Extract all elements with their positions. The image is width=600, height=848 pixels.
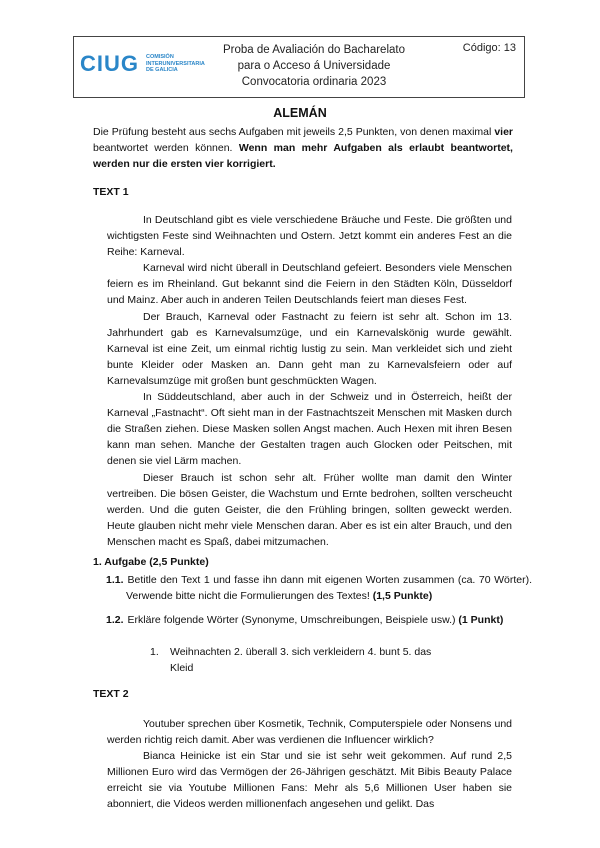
paragraph: Karneval wird nicht überall in Deutschland gefeiert. Besonders viele Menschen feiern es im Rheinland. Gut bekannt sind die Feiern in den Städten Köln, Düsseldorf und Mainz. Aber auch in anderen Teilen Deutschlands feiert man dieses Fest. — [107, 262, 512, 307]
title-line: para o Acceso á Universidade — [237, 60, 391, 72]
subject-title: ALEMÁN — [273, 106, 327, 120]
code-label: Código: — [462, 42, 501, 54]
exam-title — [214, 42, 414, 90]
task1-word-list: 1. Weihnachten 2. überall 3. sich verkleidern 4. bunt 5. das Kleid — [150, 646, 432, 674]
paragraph: Der Brauch, Karneval oder Fastnacht zu feiern ist sehr alt. Schon im 13. Jahrhundert gab es Karnevalsumzüge, und ein Karnevalskönig wurde gewählt. Karneval ist eine Zeit, um einmal richtig lustig zu sein. Man verkleidet sich und zieht bunte Kleider oder Masken an. Dann geht man zu Karnevalsfeiern oder auf Karnevalsumzüge mit großen bunt geschmückten Wagen. — [107, 310, 512, 387]
title-line: Proba de Avaliación do Bacharelato — [222, 44, 405, 56]
paragraph: Bianca Heinicke ist ein Star und sie ist sehr weit gekommen. Auf rund 2,5 Millionen Euro wird das Vermögen der 26-Jährigen geschätzt. Mit Bibis Beauty Palace erreicht sie via Youtube Millionen Fans: Mehr als 5,6 Millionen User haben sie abonniert, die Videos werden millionenfach angesehen und gelikt. Das — [107, 750, 512, 811]
logo-mark: CIUG — [80, 51, 139, 76]
text1-label: TEXT 1 — [93, 186, 129, 198]
paragraph: In Deutschland gibt es viele verschiedene Bräuche und Feste. Die größten und wichtigsten Feste sind Weihnachten und Ostern. Jetzt kommt ein anderes Fest an die Reihe: Karneval. — [107, 214, 512, 259]
text2-body — [107, 716, 512, 813]
task1-title: 1. Aufgabe (2,5 Punkte) — [93, 556, 209, 568]
ciug-logo — [80, 49, 220, 79]
task1-item2: 1.2. Erkläre folgende Wörter (Synonyme, Umschreibungen, Beispiele usw.) (1 Punkt) — [106, 614, 504, 626]
logo-text: COMISIÓN INTERUNIVERSITARIA DE GALICIA — [146, 54, 205, 73]
exam-header — [73, 36, 525, 98]
paragraph: Dieser Brauch ist schon sehr alt. Früher wollte man damit den Winter vertreiben. Die bösen Geister, die Wachstum und Ernte bedrohen, sollten verscheucht werden. Und die guten Geister, die den Frühling bringen, sollten geweckt werden. Heute glauben nicht mehr viele Menschen daran. Aber es ist ein alter Brauch, und den Menschen macht es Spaß, dabei mitzumachen. — [107, 471, 512, 548]
text2-label: TEXT 2 — [93, 688, 129, 700]
paragraph: Youtuber sprechen über Kosmetik, Technik, Computerspiele oder Nonsens und werden richtig reich damit. Aber was verdienen die Influencer wirklich? — [107, 718, 512, 747]
title-line: Convocatoria ordinaria 2023 — [241, 76, 387, 88]
exam-instructions: Die Prüfung besteht aus sechs Aufgaben mit jeweils 2,5 Punkten, von denen maximal vier beantwortet werden können. Wenn man mehr Aufgaben als erlaubt beantwortet, werden nur die ersten vier korrigiert. — [93, 126, 513, 170]
task1-item1: 1.1. Betitle den Text 1 und fasse ihn dann mit eigenen Worten zusammen (ca. 70 Wörter). Verwende bitte nicht die Formulierungen des Textes! (1,5 Punkte) — [106, 574, 532, 602]
paragraph: In Süddeutschland, aber auch in der Schweiz und in Österreich, heißt der Karneval „Fastnacht“. Oft sieht man in der Fastnachtszeit Menschen mit Masken durch die Straßen ziehen. Diese Masken sollen Angst machen. Auch Hexen mit ihren Besen kann man sehen. Manche der Gestalten tragen auch Glocken oder Peitschen, mit denen sie viel Lärm machen. — [107, 391, 512, 468]
exam-code — [463, 42, 516, 54]
code-value: 13 — [503, 42, 516, 54]
text1-body — [107, 212, 512, 550]
